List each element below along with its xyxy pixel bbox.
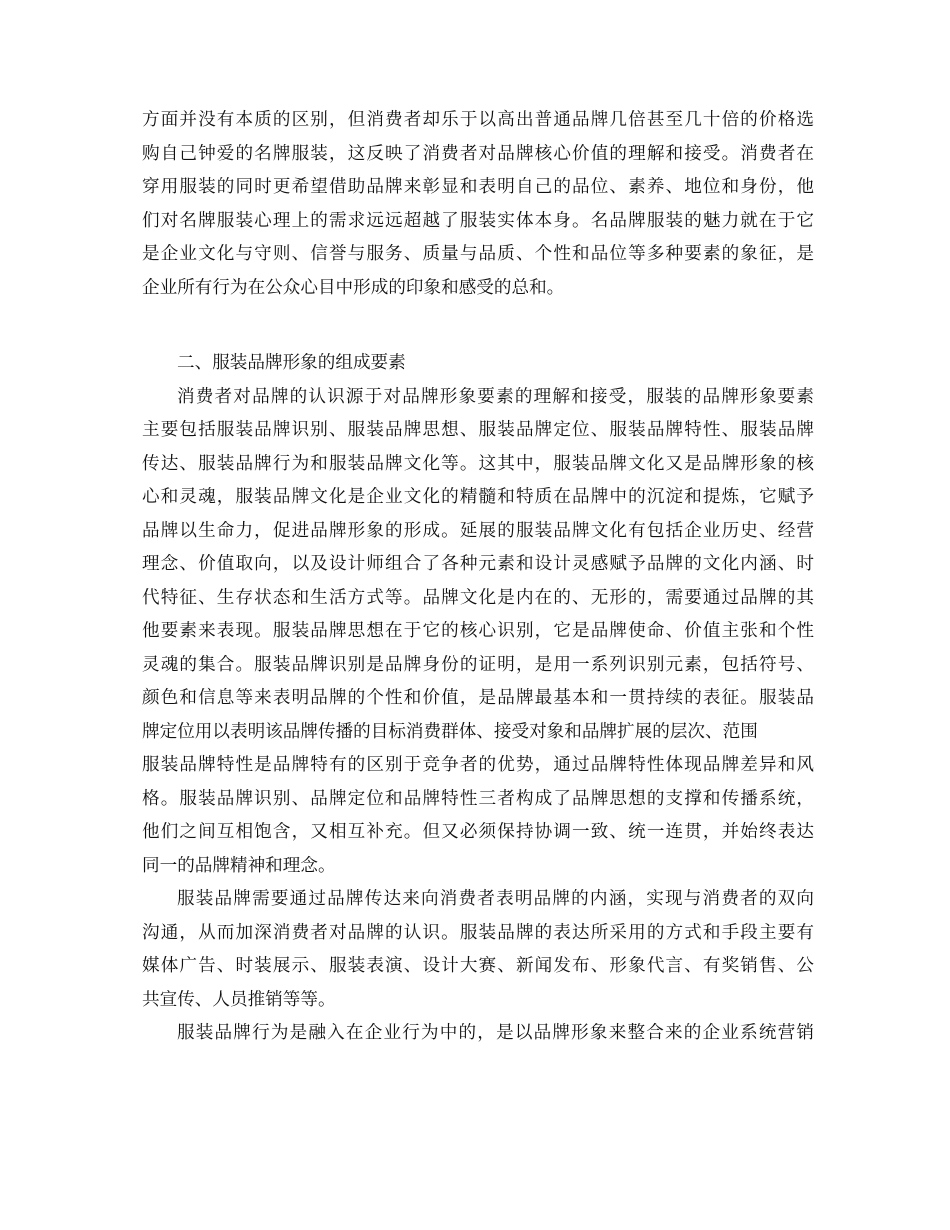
text-line: 他们之间互相饱含，又相互补充。但又必须保持协调一致、统一连贯，并始终表达 — [142, 822, 814, 842]
text-line: 沟通，从而加深消费者对品牌的认识。服装品牌的表达所采用的方式和手段主要有 — [142, 922, 814, 943]
text-line: 他要素来表现。服装品牌思想在于它的核心识别，它是品牌使命、价值主张和个性 — [142, 621, 814, 641]
text-line: 方面并没有本质的区别，但消费者却乐于以高出普通品牌几倍甚至几十倍的价格选 — [142, 110, 814, 130]
text-line: 服装品牌特性是品牌特有的区别于竞争者的优势，通过品牌特性体现品牌差异和风 — [142, 755, 814, 775]
text-line: 心和灵魂，服装品牌文化是企业文化的精髓和特质在品牌中的沉淀和提炼，它赋予 — [142, 487, 814, 507]
text-line: 消费者对品牌的认识源于对品牌形象要素的理解和接受，服装的品牌形象要素 — [177, 386, 814, 407]
text-line: 共宣传、人员推销等等。 — [142, 989, 336, 1010]
text-line: 格。服装品牌识别、品牌定位和品牌特性三者构成了品牌思想的支撑和传播系统， — [142, 788, 814, 809]
text-line: 是企业文化与守则、信誉与服务、质量与品质、个性和品位等多种要素的象征，是 — [142, 244, 814, 264]
text-line: 们对名牌服装心理上的需求远远超越了服装实体本身。名品牌服装的魅力就在于它 — [142, 210, 814, 231]
text-line: 理念、价值取向，以及设计师组合了各种元素和设计灵感赋予品牌的文化内涵、时 — [142, 554, 814, 574]
text-line: 服装品牌行为是融入在企业行为中的，是以品牌形象来整合来的企业系统营销 — [177, 1023, 814, 1043]
document-body — [142, 104, 814, 1051]
paragraph-intro — [142, 104, 814, 305]
paragraph-gap — [142, 305, 814, 347]
text-line: 企业所有行为在公众心目中形成的印象和感受的总和。 — [142, 277, 565, 298]
paragraph-elements — [142, 381, 814, 884]
paragraph-communication — [142, 883, 814, 1017]
section-heading: 二、服装品牌形象的组成要素 — [177, 353, 406, 373]
text-line: 代特征、生存状态和生活方式等。品牌文化是内在的、无形的，需要通过品牌的其 — [142, 587, 814, 608]
text-line: 服装品牌需要通过品牌传达来向消费者表明品牌的内涵，实现与消费者的双向 — [177, 889, 814, 909]
text-line: 灵魂的集合。服装品牌识别是品牌身份的证明，是用一系列识别元素，包括符号、 — [142, 654, 814, 675]
text-line: 牌定位用以表明该品牌传播的目标消费群体、接受对象和品牌扩展的层次、范围 — [142, 721, 758, 742]
text-line: 穿用服装的同时更希望借助品牌来彰显和表明自己的品位、素养、地位和身份，他 — [142, 177, 814, 197]
text-line: 购自己钟爱的名牌服装，这反映了消费者对品牌核心价值的理解和接受。消费者在 — [142, 143, 814, 164]
text-line: 品牌以生命力，促进品牌形象的形成。延展的服装品牌文化有包括企业历史、经营 — [142, 520, 814, 541]
paragraph-behavior — [142, 1017, 814, 1051]
text-line: 传达、服装品牌行为和服装品牌文化等。这其中，服装品牌文化又是品牌形象的核 — [142, 453, 814, 474]
text-line: 主要包括服装品牌识别、服装品牌思想、服装品牌定位、服装品牌特性、服装品牌 — [142, 420, 814, 440]
text-line: 颜色和信息等来表明品牌的个性和价值，是品牌最基本和一贯持续的表征。服装品 — [142, 688, 814, 708]
text-line: 同一的品牌精神和理念。 — [142, 855, 336, 876]
text-line: 媒体广告、时装展示、服装表演、设计大赛、新闻发布、形象代言、有奖销售、公 — [142, 956, 814, 976]
